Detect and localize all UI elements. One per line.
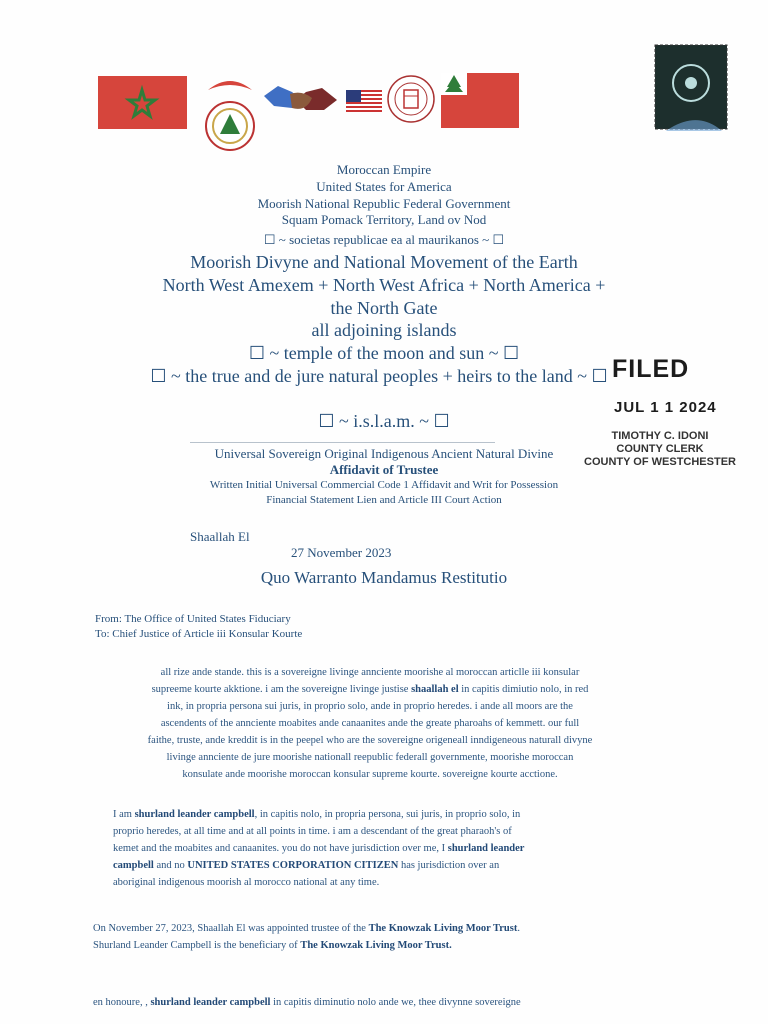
- subheader-line-1: Universal Sovereign Original Indigenous Ancient Natural Divine: [214, 446, 554, 461]
- para2-line: aboriginal indigenous moorish al morocco national at any time.: [113, 877, 380, 888]
- county-clerk-stamp: [580, 430, 740, 469]
- subheader-line-3: Written Initial Universal Commercial Code 1 Affidavit and Writ for Possession: [209, 479, 559, 491]
- paragraph-declaration: [113, 806, 583, 891]
- header-line-3: Moorish National Republic Federal Government: [257, 196, 511, 211]
- postage-stamp-image: [653, 43, 733, 131]
- clerk-county: COUNTY OF WESTCHESTER: [584, 456, 736, 468]
- filed-stamp: FILED: [612, 355, 690, 383]
- para1-line: ascendents of the annciente moabites ande canaanites ande the greate pharoahs of kemmett. our full: [160, 718, 580, 729]
- subheader-line-4: Financial Statement Lien and Article III Court Action: [266, 494, 502, 506]
- header-line-9: all adjoining islands: [311, 320, 457, 340]
- to-line: To: Chief Justice of Article iii Konsular Kourte: [95, 628, 303, 640]
- header-line-12: ☐ ~ i.s.l.a.m. ~ ☐: [318, 411, 450, 431]
- cedar-flag: [441, 73, 519, 128]
- header-line-11: ☐ ~ the true and de jure natural peoples + heirs to the land ~ ☐: [150, 366, 608, 386]
- paragraph-proclamation: [80, 664, 660, 783]
- header-line-5: ☐ ~ societas republicae ea al maurikanos ~ ☐: [263, 232, 505, 247]
- filed-date: JUL 1 1 2024: [614, 399, 717, 416]
- header-line-4: Squam Pomack Territory, Land ov Nod: [281, 212, 487, 227]
- para4-line: en honoure, , shurland leander campbell in capitis diminutio nolo ande we, thee divynne sovereigne: [93, 997, 521, 1008]
- header-line-1: Moroccan Empire: [336, 162, 432, 177]
- para2-line: proprio heredes, at all time and at all points in time. i am a descendant of the great pharaoh's of: [113, 826, 512, 837]
- paragraph-trust: [93, 920, 593, 954]
- header-line-6: Moorish Divyne and National Movement of the Earth: [190, 252, 578, 272]
- header-line-7: North West Amexem + North West Africa + North America +: [162, 275, 606, 295]
- moorish-seal-emblem: [204, 76, 257, 154]
- para3-line: On November 27, 2023, Shaallah El was appointed trustee of the The Knowzak Living Moor Trust.: [93, 923, 520, 934]
- para1-line: supreeme kourte akktione. i am the sovereigne livinge justise shaallah el in capitis dimiutio nolo, in red: [151, 684, 589, 695]
- us-flag: [346, 90, 382, 113]
- document-date: 27 November 2023: [291, 545, 392, 560]
- para1-line: faithe, truste, ande kreddit is in the peepel who are the sovereigne origeneall inndigeneous naturall divyne: [147, 735, 593, 746]
- header-line-8: the North Gate: [330, 298, 438, 318]
- para1-line: all rize ande stande. this is a sovereigne livinge annciente moorishe al moroccan articlle iii konsular: [160, 667, 580, 678]
- subheader-affidavit-title: Affidavit of Trustee: [329, 462, 439, 477]
- para2-line: I am shurland leander campbell, in capitis nolo, in propria persona, sui juris, in proprio solo, in: [113, 809, 521, 820]
- para1-line: konsulate ande moorishe moroccan konsular supreme kourte. sovereigne kourte acctione.: [182, 769, 558, 780]
- para1-line: ink, in propria persona sui juris, in proprio solo, ande in proprio heredes. i ande all moors are the: [167, 701, 573, 712]
- paragraph-honoure: [93, 994, 593, 1011]
- para1-line: livinge annciente de jure moorishe nationall reepublic federall governmente, moorishe moroccan: [166, 752, 574, 763]
- header-line-10: ☐ ~ temple of the moon and sun ~ ☐: [248, 343, 520, 363]
- from-line: From: The Office of United States Fiduciary: [95, 613, 291, 625]
- para2-line: kemet and the moabites and canaanites. you do not have jurisdiction over me, I shurland leander: [113, 843, 525, 854]
- morocco-flag: [98, 76, 187, 129]
- divider-rule: [190, 442, 495, 443]
- signer-name: Shaallah El: [190, 529, 250, 544]
- document-title: Quo Warranto Mandamus Restitutio: [260, 568, 508, 587]
- handshake-emblem: [262, 82, 339, 118]
- clerk-title: COUNTY CLERK: [616, 443, 704, 455]
- para2-line: campbell and no UNITED STATES CORPORATION CITIZEN has jurisdiction over an: [113, 860, 500, 871]
- republic-seal-emblem: [387, 72, 435, 126]
- header-line-2: United States for America: [316, 179, 452, 194]
- para3-line: Shurland Leander Campbell is the beneficiary of The Knowzak Living Moor Trust.: [93, 940, 452, 951]
- clerk-name: TIMOTHY C. IDONI: [611, 430, 709, 442]
